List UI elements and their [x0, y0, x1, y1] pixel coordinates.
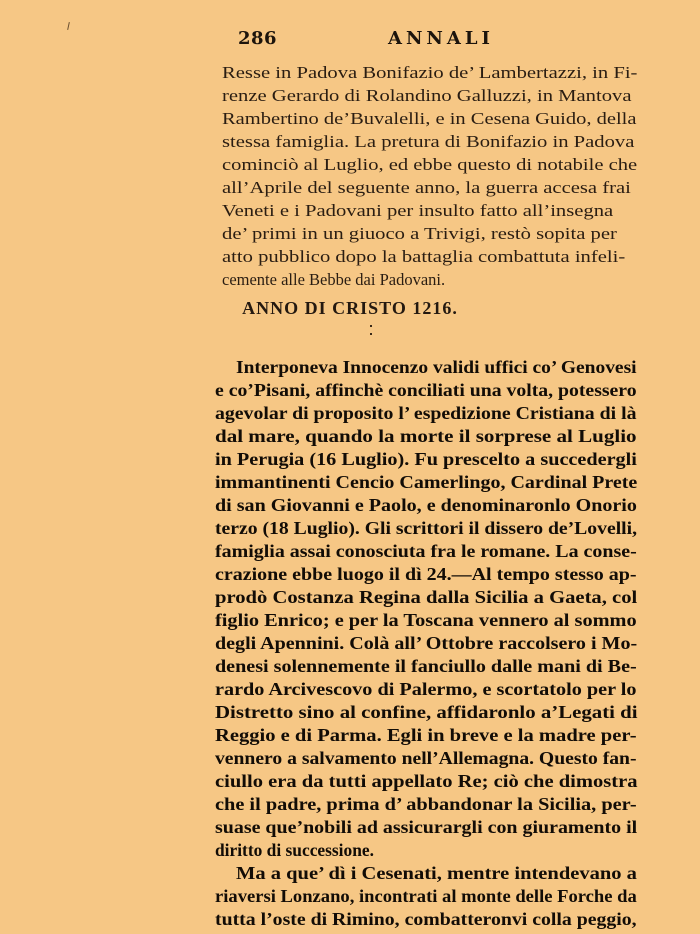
text-line: immantinenti Cencio Camerlingo, Cardinal Prete	[215, 472, 638, 492]
text-line: e co’Pisani, affinchè conciliati una volta, potessero	[215, 380, 637, 400]
text-line: Veneti e i Padovani per insulto fatto all’insegna	[222, 201, 614, 220]
ornament-dot	[370, 325, 372, 327]
text-line: riaversi Lonzano, incontrati al monte delle Forche da	[215, 886, 637, 906]
text-line: Rambertino de’Buvalelli, e in Cesena Guido, della	[222, 109, 637, 128]
ornament-dot	[370, 333, 372, 335]
text-line: tutta l’oste di Rimino, combatteronvi colla peggio,	[215, 909, 637, 929]
text-line: famiglia assai conosciuta fra le romane. La conse-	[215, 541, 637, 561]
text-line: Reggio e di Parma. Egli in breve e la madre per-	[215, 725, 637, 745]
text-line: Distretto sino al confine, affidaronlo a’Legati di	[215, 702, 638, 722]
text-line: de’ primi in un giuoco a Trivigi, restò sopita per	[222, 224, 617, 243]
text-line: di san Giovanni e Paolo, e denominaronlo Onorio	[215, 495, 637, 515]
page-number: 286	[238, 28, 278, 49]
text-line: degli Apennini. Colà all’ Ottobre raccolsero i Mo-	[215, 633, 638, 653]
text-line: cemente alle Bebbe dai Padovani.	[222, 270, 446, 289]
text-line: agevolar di proposito l’ espedizione Cristiana di là	[215, 403, 637, 423]
text-line: in Perugia (16 Luglio). Fu prescelto a succedergli	[215, 449, 637, 469]
text-line: cominciò al Luglio, ed ebbe questo di notabile che	[222, 155, 638, 174]
text-line: che il padre, prima d’ abbandonar la Sicilia, per-	[215, 794, 637, 814]
text-line: crazione ebbe luogo il dì 24.—Al tempo stesso ap-	[215, 564, 637, 584]
text-line: suase que’nobili ad assicurargli con giuramento il	[215, 817, 638, 837]
text-line: diritto di successione.	[215, 840, 374, 860]
text-line: terzo (18 Luglio). Gli scrittori il dissero de’Lovelli,	[215, 518, 638, 538]
text-line: rardo Arcivescovo di Palermo, e scortatolo per lo	[215, 679, 637, 699]
text-line: denesi solennemente il fanciullo dalle mani di Be-	[215, 656, 637, 676]
text-line: stessa famiglia. La pretura di Bonifazio in Padova	[222, 132, 635, 151]
text-line: figlio Enrico; e per la Toscana vennero al sommo	[215, 610, 637, 630]
page-header	[0, 28, 700, 54]
text-line: atto pubblico dopo la battaglia combattuta infeli-	[222, 247, 626, 266]
text-line: all’Aprile del seguente anno, la guerra accesa frai	[222, 178, 631, 197]
text-line: ciullo era da tutti appellato Re; ciò che dimostra	[215, 771, 638, 791]
text-line: prodò Costanza Regina dalla Sicilia a Gaeta, col	[215, 587, 638, 607]
text-line: Interponeva Innocenzo validi uffici co’ Genovesi	[236, 357, 637, 377]
running-title: ANNALI	[388, 28, 494, 49]
text-line: dal mare, quando la morte il sorprese al Luglio	[215, 426, 637, 446]
text-line: Ma a que’ dì i Cesenati, mentre intendevano a	[236, 863, 637, 883]
text-line: renze Gerardo di Rolandino Galluzzi, in Mantova	[222, 86, 632, 105]
text-line: Resse in Padova Bonifazio de’ Lambertazzi, in Fi-	[222, 63, 638, 82]
year-heading: ANNO DI CRISTO 1216.	[242, 298, 458, 318]
text-line: vennero a salvamento nell’Allemagna. Questo fan-	[215, 748, 637, 768]
